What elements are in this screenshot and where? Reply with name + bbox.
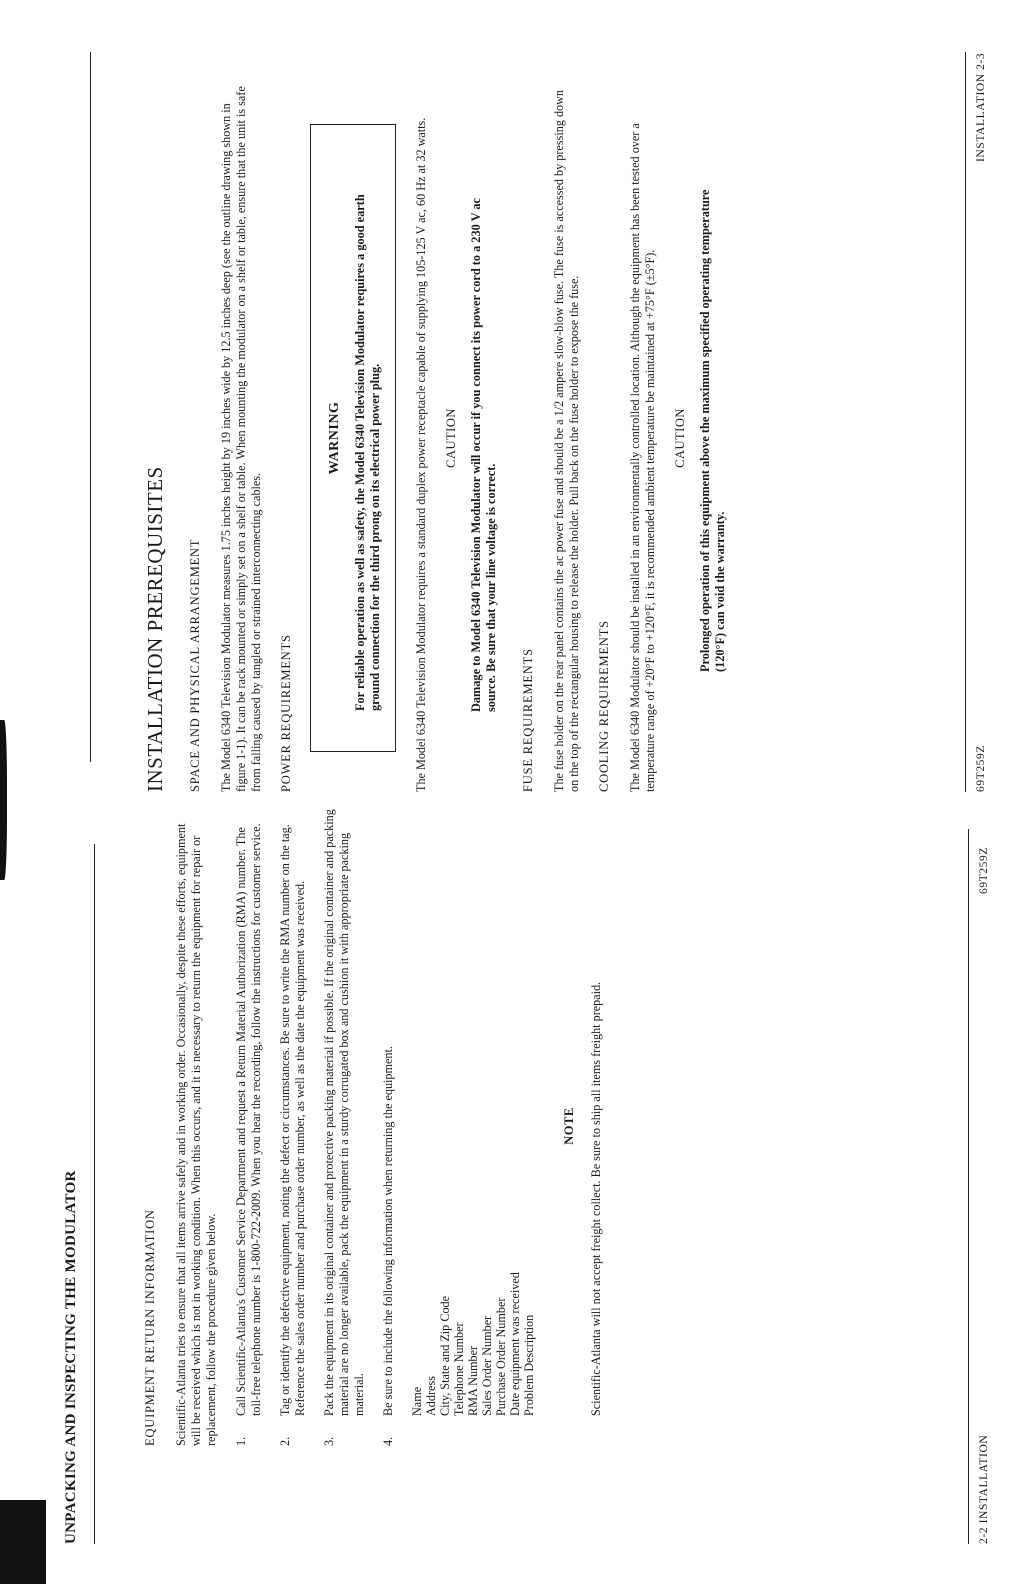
warning-label: WARNING xyxy=(327,401,342,475)
left-content xyxy=(143,806,604,1446)
info-item: Problem Description xyxy=(522,1314,536,1416)
caution-text-cooling: Prolonged operation of this equipment above the maximum specified operating temperature (120°F) can void the warranty. xyxy=(698,189,727,672)
cooling-paragraph: The Model 6340 Modulator should be installed in an environmentally controlled location. Although the equipment has been tested over a temperature range of +20°F to +120°F, it is recommended ambient temperature be maintained at +75°F (±5°F). xyxy=(628,123,657,792)
cooling-heading: COOLING REQUIREMENTS xyxy=(597,620,611,792)
caution-label-cooling: CAUTION xyxy=(673,408,687,468)
space-heading: SPACE AND PHYSICAL ARRANGEMENT xyxy=(188,538,202,792)
section-heading: EQUIPMENT RETURN INFORMATION xyxy=(143,1209,157,1446)
fuse-heading: FUSE REQUIREMENTS xyxy=(521,648,535,792)
left-page xyxy=(0,792,1022,1584)
warning-text: For reliable operation as well as safety, the Model 6340 Television Modulator requires a good earth ground connection for the third prong on its electrical power plug. xyxy=(353,194,382,711)
right-footer-page-label: INSTALLATION 2-3 xyxy=(975,52,987,162)
step-item: 1. Call Scientific-Atlanta's Customer Service Department and request a Return Material Authorization (RMA) number. The toll-free telephone number is 1-800-722-2009. When you hear the recording, follow the instructions for customer service. xyxy=(234,823,263,1446)
left-page-title: UNPACKING AND INSPECTING THE MODULATOR xyxy=(63,1170,79,1544)
info-item: Name xyxy=(410,1386,424,1416)
info-item: Telephone Number xyxy=(452,1322,466,1416)
power-heading: POWER REQUIREMENTS xyxy=(279,634,293,792)
info-item: Address xyxy=(424,1376,438,1416)
right-footer-doc-number: 69T259Z xyxy=(975,745,987,792)
info-item: Sales Order Number xyxy=(480,1315,494,1416)
left-title-rule xyxy=(94,844,95,1544)
caution-text-power: Damage to Model 6340 Television Modulator will occur if you connect its power cord to a 230 V ac source. Be sure that your line voltage is correct. xyxy=(469,198,498,712)
info-item: City, State and Zip Code xyxy=(438,1295,452,1416)
right-content xyxy=(143,84,750,792)
fuse-paragraph: The fuse holder on the rear panel contains the ac power fuse and should be a 1/2 ampere slow-blow fuse. The fuse is accessed by pressing down on the top of the rectangular housing to release the holder. Pull back on the fuse holder to expose the fuse. xyxy=(552,89,581,792)
note-label: NOTE xyxy=(562,1107,576,1145)
return-steps xyxy=(234,806,396,1446)
left-footer-rule xyxy=(968,829,969,1544)
right-page-title: INSTALLATION PREREQUISITES xyxy=(143,466,167,792)
step-item: 2. Tag or identify the defective equipment, noting the defect or circumstances. Be sure to write the RMA number on the tag. Reference the sales order number and purchase order number, as well as the date the equipment was received. xyxy=(278,824,307,1446)
info-item: RMA Number xyxy=(466,1345,480,1416)
step-item: 4. Be sure to include the following information when returning the equipment. xyxy=(381,1046,395,1446)
right-top-rule xyxy=(90,52,91,762)
power-paragraph: The Model 6340 Television Modulator requires a standard duplex power receptacle capable of supplying 105-125 V ac, 60 Hz at 32 watts. xyxy=(414,117,428,792)
right-footer-rule xyxy=(965,52,966,792)
step-item: 3. Pack the equipment in its original container and protective packing material if possible. If the original container and packing material are no longer available, pack the equipment in a sturdy corrugated box and cushion it with appropriate packing material. xyxy=(322,809,366,1446)
warning-box xyxy=(310,124,396,752)
left-footer-page-label: 2-2 INSTALLATION xyxy=(978,1434,990,1544)
left-footer-doc-number: 69T259Z xyxy=(978,847,990,894)
info-item: Date equipment was received xyxy=(508,1272,522,1416)
info-item: Purchase Order Number xyxy=(494,1297,508,1416)
return-info-list xyxy=(410,806,536,1416)
space-paragraph: The Model 6340 Television Modulator measures 1.75 inches height by 19 inches wide by 12.5 inches deep (see the outline drawing shown in figure 1-1). It can be rack mounted or simply set on a shelf or table. When mounting the modulator on a shelf or table, ensure that the unit is safe from falling caused by tangled or strained interconnecting cables. xyxy=(219,86,263,792)
caution-label-power: CAUTION xyxy=(444,408,458,468)
note-text: Scientific-Atlanta will not accept freight collect. Be sure to ship all items freight prepaid. xyxy=(589,981,603,1416)
intro-paragraph: Scientific-Atlanta tries to ensure that all items arrive safely and in working order. Occasionally, despite these efforts, equipment will be received which is not in working condition. When this occurs, and it is necessary to return the equipment for repair or replacement, follow the procedure given below. xyxy=(174,823,218,1446)
